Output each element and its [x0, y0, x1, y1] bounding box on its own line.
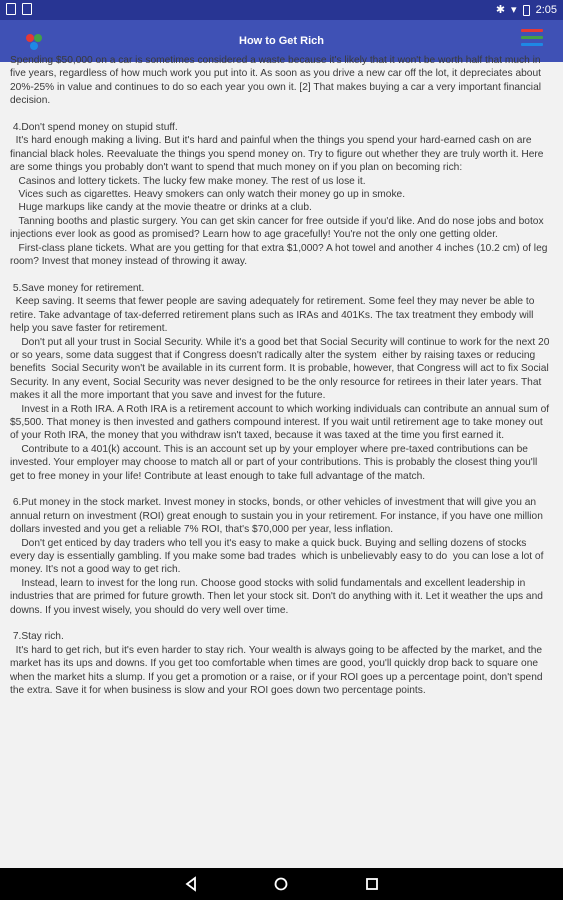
- article-paragraph: Tanning booths and plastic surgery. You can get skin cancer for free outside if you'd like. And do nose jobs and botox injections ever look as good as promised? Learn how to age gracefully! You're not the only one getting older.: [10, 215, 547, 241]
- notification-icons: [6, 3, 32, 15]
- navigation-bar: [0, 868, 563, 900]
- article-paragraph: Spending $50,000 on a car is sometimes considered a waste because it's likely that it won't be worth half that much in five years, regardless of how much work you put into it. As soon as you drive a new car off the lot, it depreciates about 20%-25% in value and continues to do so each year you own it. [2] That makes buying a car a very important financial decision.: [10, 55, 544, 107]
- article-scroll[interactable]: [0, 55, 563, 868]
- article-paragraph: Instead, learn to invest for the long run. Choose good stocks with solid fundamentals and excellent leadership in industries that are primed for future growth. Then let your stock sit. Don't do anything with it. Let it weather the ups and downs. If you invest wisely, you should do very well over time.: [10, 577, 546, 616]
- back-icon[interactable]: [183, 876, 199, 892]
- image-notification-icon: [6, 3, 16, 15]
- bluetooth-icon: ✱: [495, 4, 506, 16]
- article-paragraph: It's hard enough making a living. But it's hard and painful when the things you spend your hard-earned cash on are financial black holes. Reevaluate the things you spend money on. Try to figure out whether they are truly worth it. Here are some things you probably don't want to spend that much money on if you plan on becoming rich:: [10, 135, 547, 174]
- article-paragraph: Contribute to a 401(k) account. This is an account set up by your employer where pre-taxed contributions can be invested. Your employer may choose to match all or part of your contributions. This is probably the closest thing you'll get to free money in your life! Contribute at least enough to take full advantage of the match.: [10, 443, 541, 482]
- home-icon[interactable]: [273, 876, 289, 892]
- wifi-icon: ▾: [511, 4, 517, 16]
- paragraph-spacer: [10, 617, 550, 630]
- article-paragraph: Invest in a Roth IRA. A Roth IRA is a retirement account to which working individuals can contribute an annual sum of $5,500. That money is then invested and gathers compound interest. If you wait until retirement age to take money out of your Roth IRA, the money that you withdraw isn't taxed, because it was taxed at the time you first earned it.: [10, 403, 552, 442]
- clock: 2:05: [535, 4, 557, 16]
- article-paragraph: 6.Put money in the stock market. Invest money in stocks, bonds, or other vehicles of investment that will give you an annual return on investment (ROI) great enough to sustain you in your retirement. For instance, if you have one million dollars invested and you get a reliable 7% ROI, that's $70,000 per year, less inflation.: [10, 497, 546, 536]
- paragraph-spacer: [10, 483, 550, 496]
- status-bar: [0, 0, 563, 20]
- article-paragraph: 7.Stay rich.: [10, 631, 64, 643]
- article-paragraph: Don't put all your trust in Social Security. While it's a good bet that Social Security will continue to work for the next 20 or so years, some data suggest that if Congress doesn't radically alter the system either by raising taxes or reducing benefits Social Security won't be available in its current form. It is probable, however, that Congress will act to fix Social Security. In any event, Social Security was never designed to be the only resource for retirees in their later years. That makes it all the more important that you save and invest for the future.: [10, 336, 553, 402]
- article-paragraph: Vices such as cigarettes. Heavy smokers can only watch their money go up in smoke.: [10, 189, 406, 201]
- article-paragraph: Huge markups like candy at the movie theatre or drinks at a club.: [10, 202, 312, 214]
- battery-icon: [523, 5, 530, 16]
- article-paragraph: 5.Save money for retirement.: [10, 282, 145, 294]
- article-paragraph: Don't get enticed by day traders who tell you it's easy to make a quick buck. Buying and selling dozens of stocks every day is essentially gambling. If you make some bad trades which is unbelievably easy to do you can lose a lot of money. It's not a good way to get rich.: [10, 537, 547, 576]
- article-paragraph: It's hard to get rich, but it's even harder to stay rich. Your wealth is always going to be affected by the market, and the market has its ups and downs. If you get too comfortable when times are good, you'll quickly drop back to square one when the market hits a slump. If you get a promotion or a raise, or if your ROI goes up a percentage point, don't spend the extra. Save it for when business is slow and your ROI goes down two percentage points.: [10, 644, 546, 697]
- system-status: [496, 3, 557, 17]
- paragraph-spacer: [10, 108, 550, 121]
- article-paragraph: Casinos and lottery tickets. The lucky few make money. The rest of us lose it.: [10, 175, 366, 187]
- recent-apps-icon[interactable]: [364, 876, 380, 892]
- article-paragraph: First-class plane tickets. What are you getting for that extra $1,000? A hot towel and another 4 inches (10.2 cm) of leg room? Invest that money instead of throwing it away.: [10, 242, 551, 268]
- app-title: How to Get Rich: [239, 35, 324, 47]
- file-notification-icon: [22, 3, 32, 15]
- article-paragraph: Keep saving. It seems that fewer people are saving adequately for retirement. Some feel they may never be able to retire. Take advantage of tax-deferred retirement plans such as IRAs and 401Ks. The tax treatment they embody will help you save faster for retirement.: [10, 296, 538, 335]
- menu-icon[interactable]: [521, 29, 543, 53]
- paragraph-spacer: [10, 268, 550, 281]
- article-paragraph: 4.Don't spend money on stupid stuff.: [10, 122, 178, 134]
- article-body: [10, 54, 553, 697]
